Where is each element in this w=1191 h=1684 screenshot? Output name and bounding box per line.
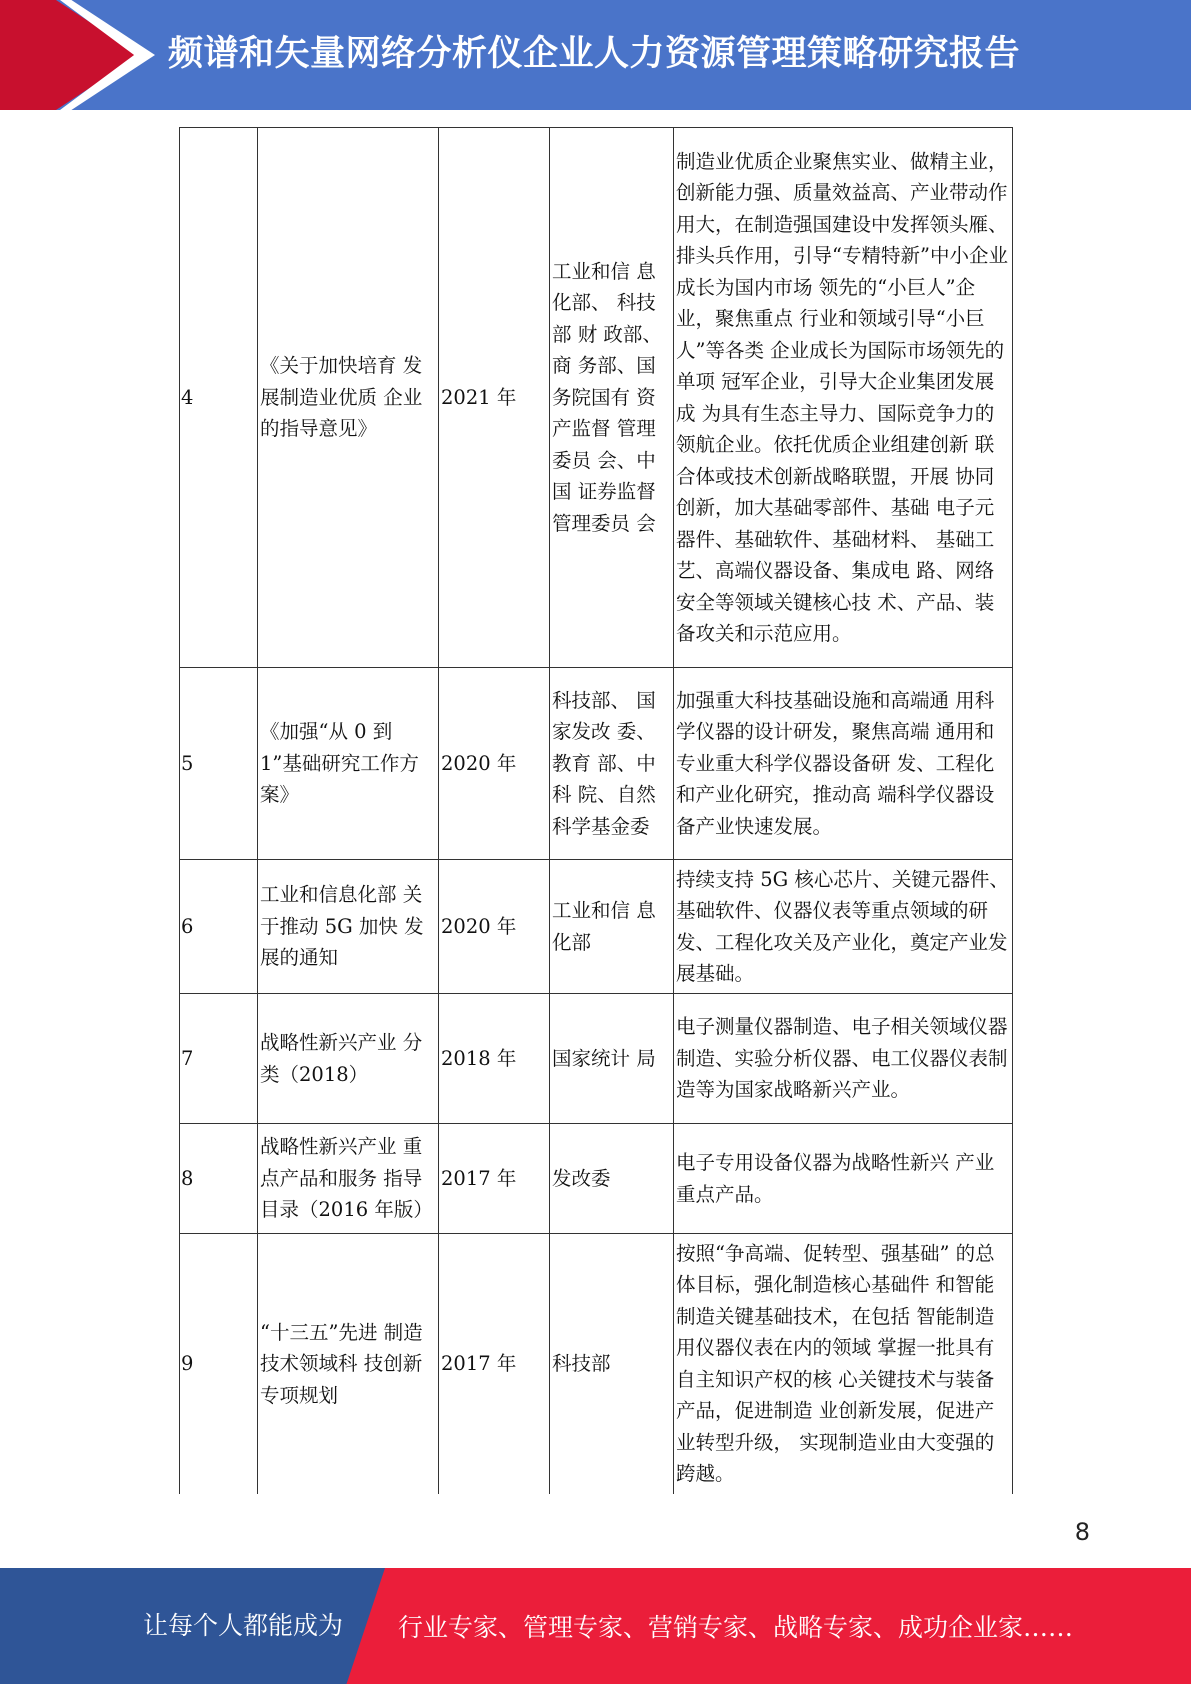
policy-year: 2017 年 (439, 1234, 550, 1494)
policy-content: 按照“争高端、促转型、强基础” 的总体目标，强化制造核心基础件 和智能制造关键基础技术，在包括 智能制造用仪器仪表在内的领域 掌握一批具有自主知识产权的核 心关键技术与装备产品，促进制造 业创新发展，促进产业转型升级， 实现制造业由大变强的跨越。 (674, 1234, 1013, 1494)
policy-content: 持续支持 5G 核心芯片、关键元器件、基础软件、仪器仪表等重点领域的研发、工程化攻关及产业化，奠定产业发展基础。 (674, 860, 1013, 994)
issuing-department: 科技部、 国家发改 委、教育 部、中科 院、自然科学基金委 (550, 668, 674, 860)
table-row (180, 128, 1013, 668)
issuing-department: 国家统计 局 (550, 994, 674, 1124)
policy-name: “十三五”先进 制造技术领域科 技创新专项规划 (258, 1234, 439, 1494)
row-number: 7 (180, 994, 258, 1124)
table-row (180, 1124, 1013, 1234)
policy-content: 制造业优质企业聚焦实业、做精主业，创新能力强、质量效益高、产业带动作用大，在制造强国建设中发挥领头雁、排头兵作用，引导“专精特新”中小企业成长为国内市场 领先的“小巨人”企业，聚焦重点 行业和领域引导“小巨人”等各类 企业成长为国际市场领先的单项 冠军企业，引导大企业集团发展成 为具有生态主导力、国际竞争力的 领航企业。依托优质企业组建创新 联合体或技术创新战略联盟，开展 协同创新，加大基础零部件、基础 电子元器件、基础软件、基础材料、 基础工艺、高端仪器设备、集成电 路、网络安全等领域关键核心技 术、产品、装备攻关和示范应用。 (674, 128, 1013, 668)
policy-name: 工业和信息化部 关于推动 5G 加快 发展的通知 (258, 860, 439, 994)
policy-year: 2020 年 (439, 860, 550, 994)
policy-year: 2018 年 (439, 994, 550, 1124)
policy-content: 电子测量仪器制造、电子相关领域仪器制造、实验分析仪器、电工仪器仪表制造等为国家战略新兴产业。 (674, 994, 1013, 1124)
row-number: 6 (180, 860, 258, 994)
policy-name: 战略性新兴产业 重点产品和服务 指导目录（2016 年版） (258, 1124, 439, 1234)
policy-content: 加强重大科技基础设施和高端通 用科学仪器的设计研发，聚焦高端 通用和专业重大科学仪器设备研 发、工程化和产业化研究，推动高 端科学仪器设备产业快速发展。 (674, 668, 1013, 860)
table-row (180, 994, 1013, 1124)
policy-year: 2020 年 (439, 668, 550, 860)
policy-table (179, 127, 1013, 1494)
row-number: 8 (180, 1124, 258, 1234)
header-red-chevron (0, 0, 140, 110)
report-title: 频谱和矢量网络分析仪企业人力资源管理策略研究报告 (168, 34, 1021, 74)
footer-slogan-left: 让每个人都能成为 (143, 1611, 344, 1640)
policy-content: 电子专用设备仪器为战略性新兴 产业重点产品。 (674, 1124, 1013, 1234)
table-row (180, 1234, 1013, 1494)
page-header (0, 0, 1191, 110)
row-number: 4 (180, 128, 258, 668)
policy-name: 《关于加快培育 发展制造业优质 企业的指导意见》 (258, 128, 439, 668)
issuing-department: 发改委 (550, 1124, 674, 1234)
policy-name: 战略性新兴产业 分类（2018） (258, 994, 439, 1124)
page-footer (0, 1568, 1191, 1684)
issuing-department: 科技部 (550, 1234, 674, 1494)
policy-year: 2021 年 (439, 128, 550, 668)
table-row (180, 860, 1013, 994)
policy-name: 《加强“从 0 到 1”基础研究工作方案》 (258, 668, 439, 860)
issuing-department: 工业和信 息化部、 科技部 财 政部、商 务部、国 务院国有 资产监督 管理委员 会、中国 证券监督 管理委员 会 (550, 128, 674, 668)
row-number: 5 (180, 668, 258, 860)
row-number: 9 (180, 1234, 258, 1494)
table-row (180, 668, 1013, 860)
issuing-department: 工业和信 息化部 (550, 860, 674, 994)
footer-slogan-right: 行业专家、管理专家、营销专家、战略专家、成功企业家…… (398, 1613, 1074, 1642)
policy-year: 2017 年 (439, 1124, 550, 1234)
page-number: 8 (1074, 1518, 1090, 1546)
